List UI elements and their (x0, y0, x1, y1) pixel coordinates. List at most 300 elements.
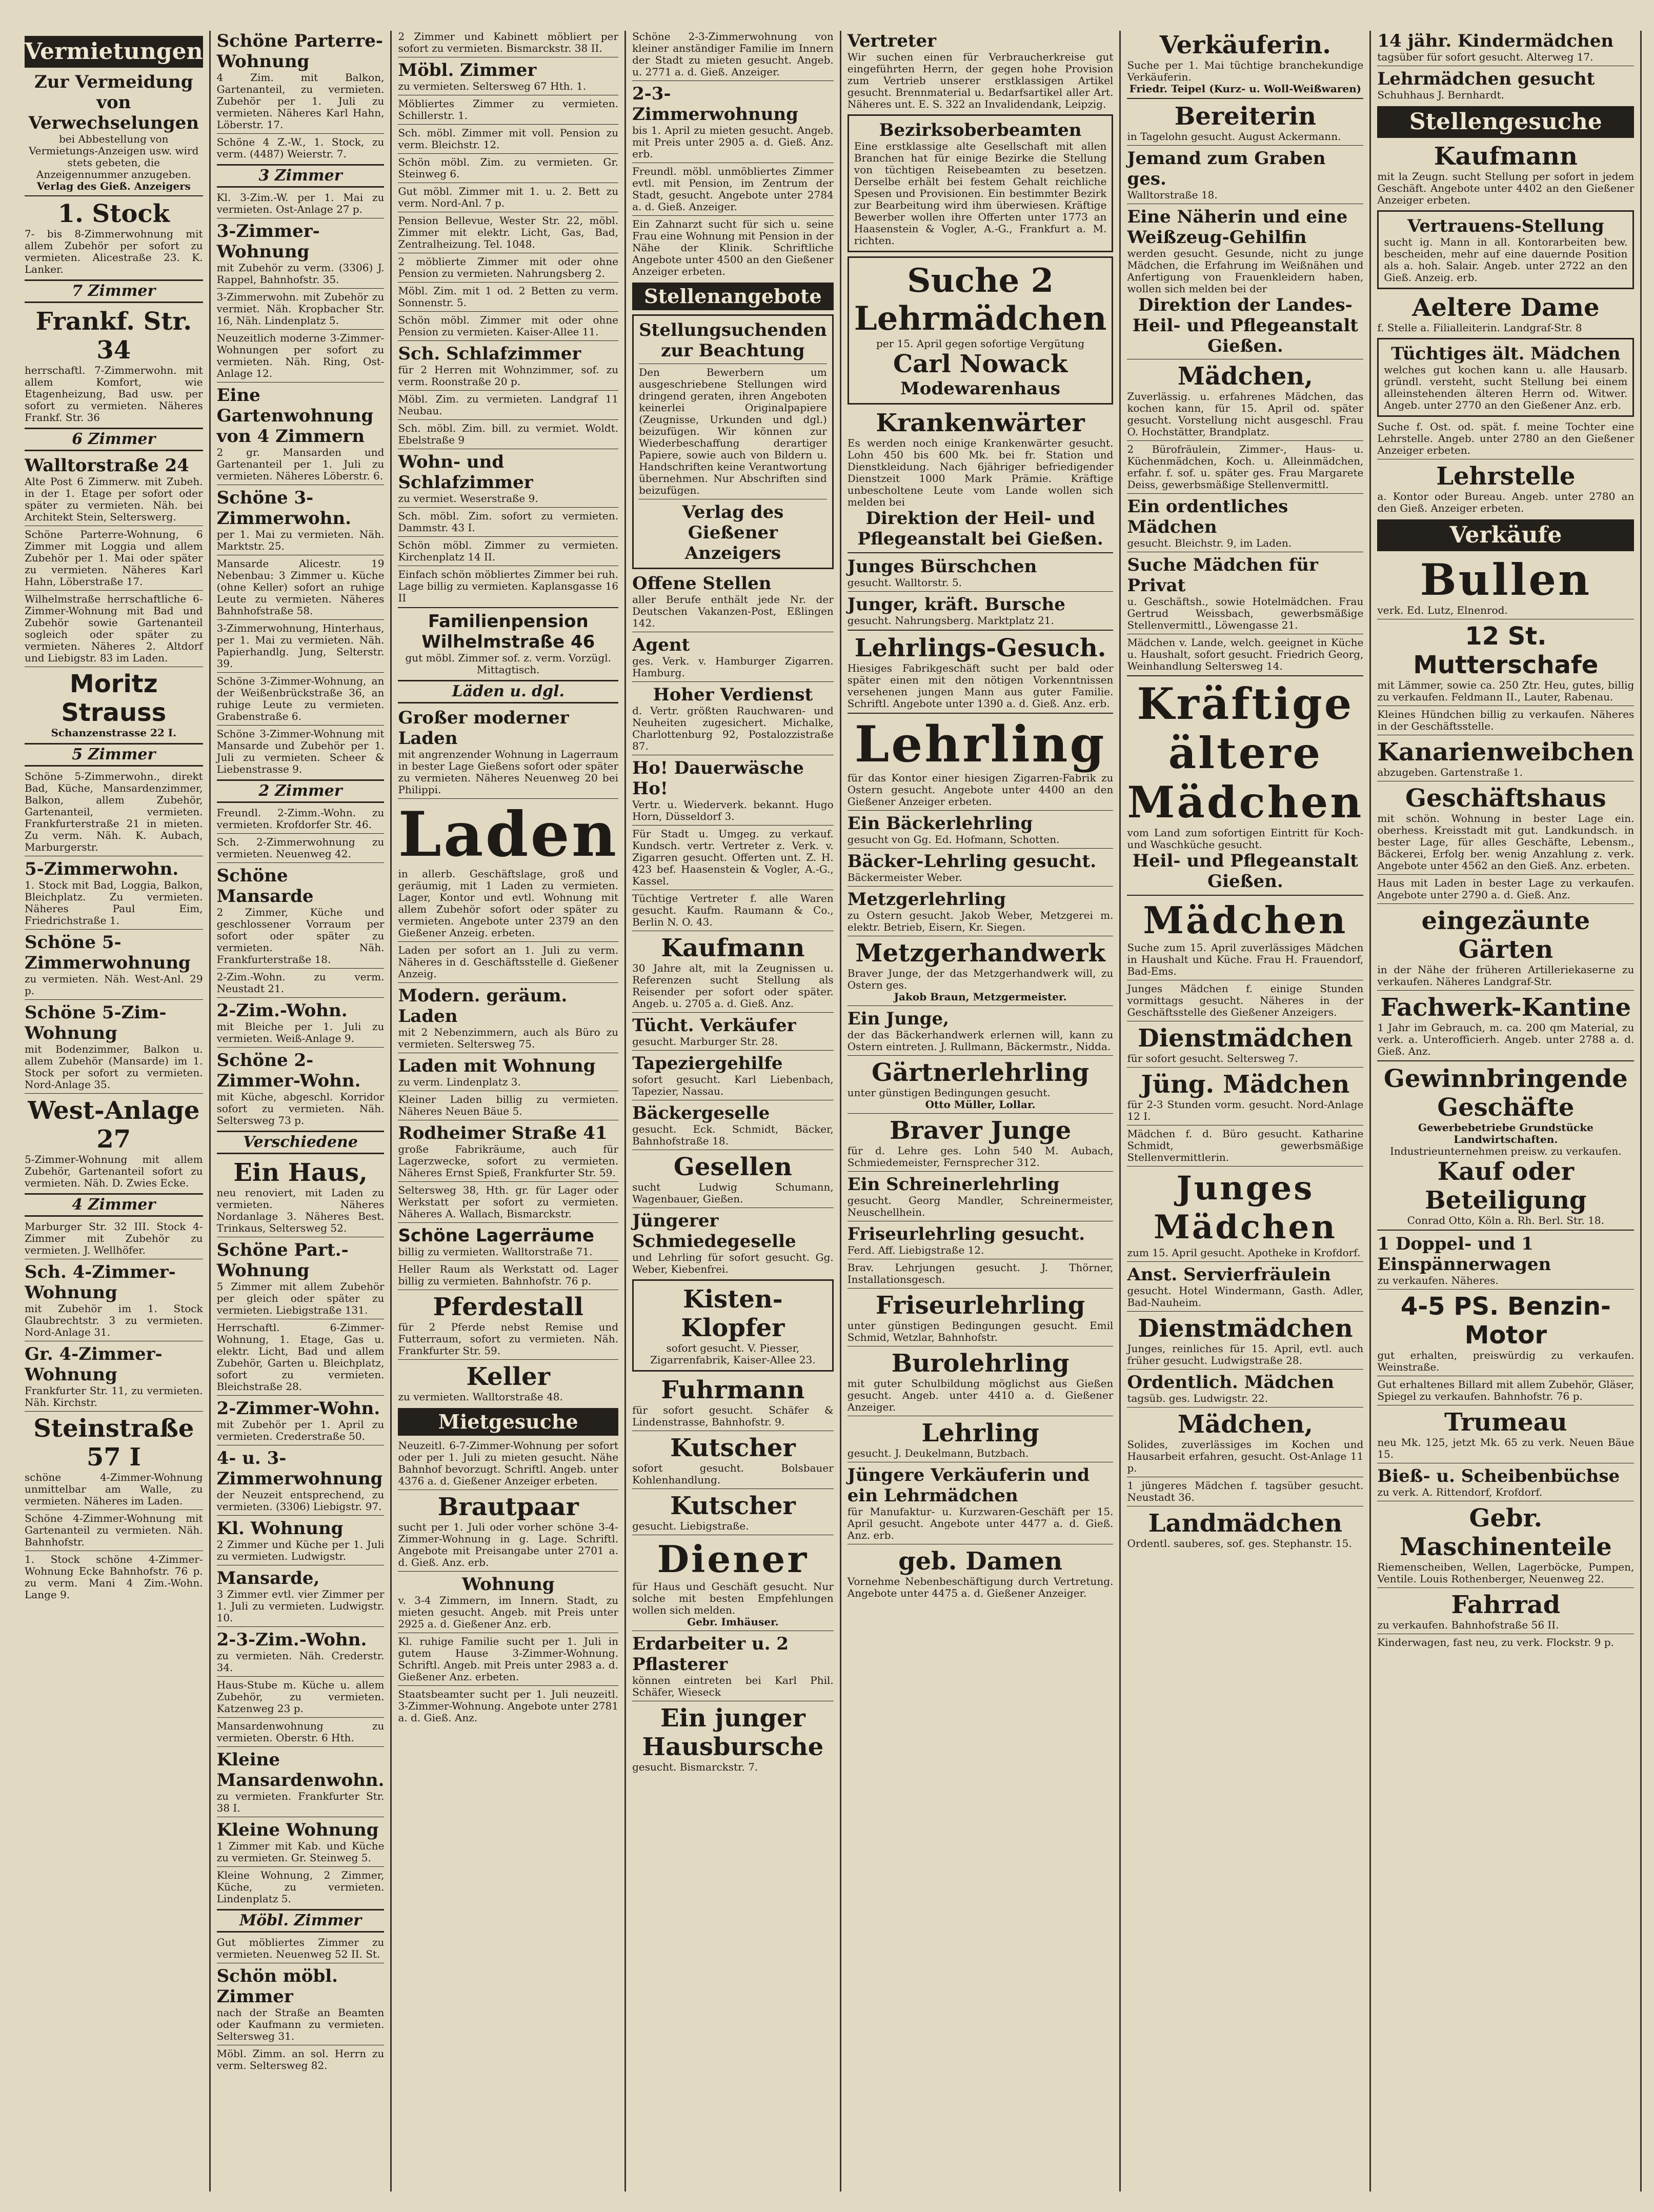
ad-heading: Geschäftshaus (1405, 784, 1606, 813)
ad-text: für Haus und Geschäft gesucht. Nur solche mit besten Empfehlungen wollen sich melden. (632, 1580, 834, 1616)
section-header-verkaufe: Verkäufe (1377, 519, 1634, 551)
ad-heading: Friseurlehrling gesucht. (847, 1224, 1085, 1244)
ad-text: Hiesiges Fabrikgeschäft sucht per bald oder später einen mit den nötigen Vorkenntnissen versehenen jungen Mann aus guter Familie. Schriftl. Angebote unter 1390 a. d. Gieß. Anz. erb. (847, 662, 1114, 710)
ad-text: gut möbl. Zimmer sof. z. verm. Vorzügl. Mittagtisch. (405, 652, 611, 676)
ad-text: Schöne 3-Zimmer-Wohnung, an der Weißenbrückstraße 36, an ruhige Leute zu vermieten. Grabenstraße 6. (216, 675, 385, 722)
ad-heading: Schöne 5-Zimmerwohnung (25, 932, 191, 973)
ad-heading: 2-Zim.-Wohn. (216, 1000, 348, 1021)
ad-text: für 2 Pferde nebst Remise und Futterraum, sofort zu vermieten. Näh. Frankfurter Str. 59. (398, 1321, 619, 1357)
ad-sign: Jakob Braun, Metzgermeister. (894, 991, 1067, 1003)
ad-text: Riemenscheiben, Wellen, Lagerböcke, Pumpen, Ventile. Louis Rothenberger, Neuenweg 22. (1377, 1561, 1635, 1585)
ad-text: schöne 4-Zimmer-Wohnung unmittelbar am Walle, zu vermieten. Näheres im Laden. (25, 1471, 203, 1507)
ad-text: gesucht. J. Deukelmann, Butzbach. (847, 1447, 1029, 1459)
ad-text: Schön möbl. Zim. zu vermieten. Gr. Steinweg 6. (398, 156, 619, 180)
ad-heading: Keller (466, 1362, 550, 1391)
ad-text: sofort gesucht. V. Piesser, Zigarrenfabrik, Kaiser-Allee 23. (650, 1342, 816, 1366)
ad-text: 7- bis 8-Zimmerwohnung mit allem Zubehör per sofort zu vermieten. Alicestraße 23. K. Lanker. (25, 228, 203, 275)
ad-text: gesucht. Bleichstr. 9, im Laden. (1127, 537, 1292, 549)
ad-text: für sofort gesucht. Schäfer & Lindenstrasse, Bahnhofstr. 9. (632, 1404, 834, 1428)
ad-text: gesucht. Liebigstraße. (632, 1520, 749, 1532)
notice-box (632, 314, 834, 569)
ad-heading: Kutscher (670, 1434, 796, 1462)
ad-heading: Ein Junge, (847, 1009, 949, 1029)
ad-text: Für Stadt u. Umgeg. zu verkauf. Kundsch. vertr. Vertreter z. Verk. v. Zigarren gesucht. Offerten unt. Z. H. 423 bef. Haasenstein & Vogler, A.-G., Kassel. (632, 828, 834, 887)
ad-text: 1 Zimmer mit Kab. und Küche zu vermieten. Gr. Steinweg 5. (216, 1840, 385, 1864)
column-5 (841, 31, 1121, 2191)
ad-heading: Bäckergeselle (632, 1103, 770, 1123)
ad-heading: Braver Junge (890, 1116, 1072, 1145)
ad-text: Schöne 3-Zimmer-Wohnung mit Mansarde und Zubehör per 1. Juli zu vermieten. Scheer & Liebenstrasse 9. (216, 728, 385, 775)
ad-heading: Wohnung (461, 1574, 555, 1595)
ad-text: Mansardenwohnung zu vermieten. Oberstr. 6 Hth. (216, 1720, 385, 1744)
ad-text: Gut erhaltenes Billard mit allem Zubehör, Gläser, Spiegel zu verkaufen. Bahnhofstr. 76 p. (1377, 1378, 1635, 1402)
ad-text: mit Bleiche per 1. Juli zu vermieten. Weiß-Anlage 9. (216, 1020, 385, 1044)
ad-text: zu vermieten. Frankfurter Str. 38 I. (216, 1790, 385, 1814)
ad-text: Haus-Stube m. Küche u. allem Zubehör, zu vermieten. Katzenweg 23 p. (216, 1679, 385, 1715)
section-header-mietgesuche: Mietgesuche (398, 1408, 618, 1436)
ad-text: Herrschaftl. 6-Zimmer-Wohnung, 1. Etage, Gas u. elektr. Licht, Bad und allem Zubehör, Garten u. Bleichplatz, sofort zu vermieten. Bleichstraße 28. (216, 1321, 385, 1393)
ad-heading: Jüngere Verkäuferin und ein Lehrmädchen (847, 1465, 1090, 1506)
ad-heading: Krankenwärter (876, 409, 1085, 437)
ad-heading: Fuhrmann (661, 1376, 805, 1404)
ad-text: mit guter Schulbildung möglichst aus Gießen gesucht. Angeb. unter 4410 a. d. Gießener Anzeiger. (847, 1377, 1114, 1413)
ad-heading: 5-Zimmerwohn. (25, 859, 179, 879)
ad-heading: Mädchen, (1177, 1410, 1313, 1439)
ad-text: Kl. ruhige Familie sucht per 1. Juli in gutem Hause 3-Zimmer-Wohnung. Schriftl. Angeb. mit Preis unter 2983 a. d. Gießener Anz. erbeten. (398, 1635, 619, 1683)
ad-box (632, 1279, 834, 1372)
ad-heading: Lehrmädchen gesucht (1377, 69, 1595, 89)
ad-heading: Möbl. Zimmer (398, 60, 537, 81)
ad-text: für 2-3 Stunden vorm. gesucht. Nord-Anlage 12 I. (1127, 1098, 1364, 1122)
ad-heading-lehrling: Lehrling (854, 715, 1106, 773)
ad-text: gut erhalten, preiswürdig zu verkaufen. Weinstraße. (1377, 1349, 1635, 1373)
section-band-laden: Läden u. dgl. (398, 680, 618, 703)
ad-heading: Dienstmädchen (1138, 1314, 1353, 1343)
ad-firm-sub: Modewarenhaus (900, 378, 1061, 399)
ad-text: zu vermiet. Weserstraße 9. (398, 492, 538, 505)
ad-heading: Gewinnbringende Geschäfte (1383, 1064, 1628, 1122)
ad-text: per 15. April gegen sofortige Vergütung (876, 337, 1085, 350)
ad-heading: Gr. 4-Zimmer-Wohnung (25, 1344, 163, 1385)
ad-text: Gut möbl. Zimmer mit 1. u. 2. Bett zu verm. Nord-Anl. 7 p. (398, 185, 619, 209)
ad-heading: Anst. Servierfräulein (1127, 1264, 1331, 1285)
notice-title: Zur Vermeidung von Verwechselungen (28, 72, 199, 133)
ad-text: mit Zubehör per 1. April zu vermieten. Crederstraße 50. (216, 1418, 385, 1442)
section-band-4-zimmer: 4 Zimmer (25, 1193, 203, 1217)
ad-heading: 2-Zimmer-Wohn. (216, 1398, 380, 1419)
ad-box (848, 114, 1114, 252)
ad-text: Heller Raum als Werkstatt od. Lager billig zu vermieten. Bahnhofstr. 76 p. (398, 1263, 619, 1287)
ad-text: Einfach schön möbliertes Zimmer bei ruh. Lage billig zu vermieten. Kaplansgasse 16 II (398, 568, 619, 604)
ad-heading: Pferdestall (433, 1293, 583, 1321)
ad-text: mit angrenzender Wohnung in Lagerraum in bester Lage Gießens sofort oder später zu vermieten. Näheres Neuenweg 20 bei Philippi. (398, 748, 619, 796)
ad-text: herrschaftl. 7-Zimmerwohn. mit allem Komfort, wie Etagenheizung, Bad usw. per sofort zu vermieten. Näheres Frankf. Str. 36 (25, 364, 203, 424)
ad-text: neu Mk. 125, jetzt Mk. 65 zu verk. Neuen Bäue 15. (1377, 1436, 1635, 1460)
ad-text: Junges, reinliches für 15. April, evtl. auch früher gesucht. Ludwigstraße 28. (1127, 1342, 1364, 1366)
ad-heading: Schöne Lagerräume (398, 1225, 594, 1246)
ad-text: Mädchen f. d. Büro gesucht. Katharine Schmidt, gewerbsmäßige Stellenvermittlerin. (1127, 1128, 1364, 1163)
ad-text: d. Vertr. größten Rauchwaren- und Neuheiten zugesichert. Michalke, Charlottenburg 92, Postalozzistraße 87. (632, 705, 834, 752)
section-band-mobl-zimmer: Möbl. Zimmer (217, 1909, 385, 1933)
ad-text: zu verkaufen. Bahnhofstraße 56 II. (1377, 1619, 1559, 1631)
ad-text: gesucht. Eck. Schmidt, Bäcker, Bahnhofstraße 18. (632, 1123, 834, 1147)
ad-text: Den Bewerbern um ausgeschriebene Stellungen wird dringend geraten, ihren Angeboten keinerlei Originalpapiere (Zeugnisse, Urkunden und dgl.) beizufügen. Wir können zur Wiederbeschaffung derartiger Papiere, sowie auch von Bildern u. Handschriften keine Verantwortung übernehmen. Nur Abschriften sind beizufügen. (639, 366, 827, 496)
ad-text: Sch. möbl. Zim. sofort zu vermieten. Dammstr. 43 I. (398, 510, 619, 534)
ad-text: Schöne 5-Zimmerwohn., direkt Bad, Küche, Mansardenzimmer, Balkon, allem Zubehör, Gartenanteil, vermieten. Frankfurterstraße 21 in mieten. Zu verm. Näh. K. Aubach, Marburgerstr. (25, 770, 203, 853)
ad-text: Junges Mädchen f. einige Stunden vormittags gesucht. Näheres in der Geschäftsstelle des Gießener Anzeigers. (1127, 982, 1364, 1018)
ad-heading: Bäcker-Lehrling gesucht. (847, 851, 1097, 872)
ad-text: zu verm. Lindenplatz 3. (398, 1076, 521, 1088)
ad-text: Kinderwagen, fast neu, zu verk. Flockstr. 9 p. (1377, 1636, 1614, 1648)
ad-text: sofort gesucht. Karl Liebenbach, Tapezier, Nassau. (632, 1073, 834, 1097)
ad-text: zu vermieten. Walltorstraße 48. (398, 1391, 563, 1403)
ad-text: unter günstigen Bedingungen gesucht. (847, 1087, 1051, 1099)
ad-text: 5-Zimmer-Wohnung mit allem Zubehör, Gartenanteil sofort zu vermieten. Näh. D. Zwies Ecke. (25, 1153, 203, 1189)
ad-text: in allerb. Geschäftslage, groß und geräumig, mit 1 Laden zu vermieten. Lager, Kontor und evtl. Wohnung mit allem Zubehör sofort oder später zu vermieten. Angebote unter 2379 an den Gießener Anzeig. erbeten. (398, 868, 619, 939)
ad-heading: Schöne Parterre-Wohnung (216, 31, 383, 72)
ad-heading: Metzgerlehrling (847, 889, 1006, 910)
ad-heading: Verkäuferin. (1159, 31, 1331, 59)
ad-heading: Frankf. Str. 34 (35, 307, 192, 365)
ad-heading: Kanarienweibchen (1377, 738, 1635, 767)
ad-text: Gut möbliertes Zimmer zu vermieten. Neuenweg 52 II. St. (216, 1936, 385, 1960)
ad-heading: Jüngerer Schmiedegeselle (632, 1211, 796, 1252)
ad-text: unter günstigen Bedingungen gesucht. Emil Schmid, Wetzlar, Bahnhofstr. (847, 1319, 1114, 1343)
column-3 (392, 31, 626, 2191)
ad-heading: Ho! Dauerwäsche Ho! (632, 758, 804, 799)
ad-text: zu Ostern gesucht. Jakob Weber, Metzgerei m. elektr. Betrieb, Eisern, Kr. Siegen. (847, 909, 1114, 933)
ad-text: Kleines Hündchen billig zu verkaufen. Näheres in der Geschäftsstelle. (1377, 708, 1635, 732)
ad-heading: Diener (657, 1537, 809, 1581)
ad-text: nach der Straße an Beamten oder Kaufmann zu vermieten. Seltersweg 31. (216, 2006, 385, 2042)
ad-heading: Kutscher (670, 1492, 796, 1520)
ad-text: Marburger Str. 32 III. Stock 4-Zimmer mit Zubehör zu vermieten. J. Wellhöfer. (25, 1220, 203, 1256)
ad-heading: Kaufmann (661, 934, 805, 962)
ad-heading: Trumeau (1444, 1408, 1567, 1437)
ad-heading: Stellungsuchenden zur Beachtung (639, 320, 827, 361)
ad-text: 4 Zim. mit Balkon, Gartenanteil, zu vermieten. Zubehör per 1. Juli zu vermieten. Näheres Karl Hahn, Löberstr. 17. (216, 71, 385, 131)
ad-text: neu renoviert, mit Laden zu vermieten. Näheres Nordanlage 3. Näheres Best. Trinkaus, Seltersweg 52. (216, 1187, 385, 1234)
ad-text: und Lehrling für sofort gesucht. Gg. Weber, Kiebenfrei. (632, 1251, 834, 1275)
ad-heading: Tapeziergehilfe (632, 1053, 783, 1074)
ad-text: Schöne 4-Zimmer-Wohnung mit Gartenanteil zu vermieten. Näh. Bahnhofstr. (25, 1512, 203, 1548)
ad-heading: Offene Stellen (632, 573, 772, 594)
section-band-verschiedene: Verschiedene (217, 1131, 385, 1154)
ad-text: sucht Ludwig Schumann, Wagenbauer, Gießen. (632, 1181, 834, 1205)
ad-text: gesucht. Marburger Str. 28. (632, 1035, 778, 1048)
ad-text: u. Geschäftsh., sowie Hotelmädchen. Frau Gertrud Weissbach, gewerbsmäßige Stellenvermittl., Löwengasse 21. (1127, 595, 1364, 631)
ad-heading: Walltorstraße 24 (25, 455, 189, 476)
ad-text: der Neuzeit entsprechend, zu vermieten. (3306) Liebigstr. 97. (216, 1489, 385, 1513)
ad-heading-laden: Laden (398, 798, 619, 871)
ad-heading: 14 jähr. Kindermädchen (1377, 31, 1614, 51)
ad-text: zu vermieten. Seltersweg 67 Hth. 1. (398, 80, 587, 92)
ad-heading: geb. Damen (898, 1547, 1063, 1576)
ad-text: aller Berufe enthält jede Nr. der Deutschen Vakanzen-Post, Eßlingen 142. (632, 593, 834, 629)
ad-text: Mansarde Alicestr. 19 Nebenbau: 3 Zimmer u. Küche (ohne Keller) sofort an ruhige Leute zu vermieten. Näheres Bahnhofstraße 58. (216, 557, 385, 617)
ad-text: Suche zum 15. April zuverlässiges Mädchen in Haushalt und Küche. Frau H. Frauendorf, Bad-Ems. (1127, 941, 1364, 977)
ad-text: Haus mit Laden in bester Lage zu verkaufen. Angebote unter 2790 a. d. Gieß. Anz. (1377, 877, 1635, 901)
ad-text: 1 Jahr im Gebrauch, m. ca. 200 qm Material, zu verk. a. Unterofficierh. Angeb. unter 2788 a. d. Gieß. Anz. (1377, 1021, 1635, 1057)
ad-text: für d. Lehre ges. Lohn 540 M. Aubach, Schmiedemeister, Fernsprecher 312. (847, 1144, 1114, 1169)
ad-heading: Ordentlich. Mädchen (1127, 1372, 1334, 1393)
ad-heading: Schöne 2-Zimmer-Wohn. (216, 1050, 361, 1091)
ad-heading: Lehrling (921, 1419, 1039, 1447)
ad-sign: Direktion der Heil- und Pflegeanstalt bei Gießen. (857, 508, 1103, 549)
ad-heading: Junges Bürschchen (847, 556, 1037, 577)
ad-text: Schöne 2-3-Zimmerwohnung von kleiner anständiger Familie im Innern der Stadt zu mieten gesucht. Angeb. u. 2771 a. d. Gieß. Anzeiger. (632, 30, 834, 78)
ad-text: Ordentl. sauberes, sof. ges. Stephanstr. 15. (1127, 1537, 1352, 1550)
ad-heading: Gebr. Maschinenteile (1399, 1504, 1612, 1561)
ad-sign: Gebr. Imhäuser. (687, 1616, 779, 1628)
ad-heading: Bullen (1420, 554, 1592, 605)
ad-text: mit 2 Nebenzimmern, auch als Büro zu vermieten. Seltersweg 75. (398, 1026, 619, 1050)
ad-text: gesucht. Hotel Windermann, Gasth. Adler, Bad-Nauheim. (1127, 1284, 1364, 1309)
ad-text: 2 Zimmer und Kabinett möbliert per sofort zu vermieten. Bismarckstr. 38 II. (398, 30, 619, 54)
ad-heading: Gesellen (673, 1153, 792, 1181)
ad-text: Freundl. 2-Zimm.-Wohn. zu vermieten. Krofdorfer Str. 46. (216, 807, 385, 831)
ad-heading: Burolehrling (891, 1349, 1070, 1378)
ad-heading: Brautpaar (437, 1493, 579, 1521)
ad-heading: Rodheimer Straße 41 (398, 1123, 608, 1143)
ad-heading: 2-3-Zimmerwohnung (632, 84, 798, 125)
ad-sign: Friedr. Teipel (Kurz- u. Woll-Weißwaren) (1129, 83, 1362, 95)
notice-sign: Verlag des Gieß. Anzeigers (36, 180, 191, 192)
ad-heading: 2-3-Zim.-Wohn. (216, 1630, 367, 1650)
ad-box (1377, 338, 1634, 417)
ad-heading: 3-Zimmer-Wohnung (216, 221, 320, 262)
ad-text: Möbl. Zim. zu vermieten. Landgraf 11 Neubau. (398, 393, 619, 417)
ad-text: Ein Zahnarzt sucht für sich u. seine Frau eine Wohnung mit Pension in der Nähe der Klinik. Schriftliche Angebote unter 4500 an den Gießener Anzeiger erbeten. (632, 218, 834, 277)
ad-heading: Dienstmädchen (1138, 1024, 1353, 1053)
ad-heading: Bieß- u. Scheibenbüchse (1377, 1466, 1620, 1486)
ad-text: sucht per 1. Juli oder vorher schöne 3-4-Zimmer-Wohnung in g. Lage. Schriftl. Angebote mit Preisangabe unter 2701 a. d. Gieß. Anz. erb. (398, 1521, 619, 1568)
ad-text: per 1. Mai zu vermieten. Näh. Marktstr. 25. (216, 528, 385, 552)
ad-text: werden gesucht. Gesunde, nicht zu junge Mädchen, die Erfahrung im Weißnähen und Anfertigung von Frauenkleidern haben, wollen sich melden bei der (1127, 247, 1364, 295)
ad-text: gesucht von Gg. Ed. Hofmann, Schotten. (847, 833, 1060, 846)
ad-text: mit Küche, abgeschl. Korridor sofort zu vermieten. Näh. Seltersweg 73 p. (216, 1091, 385, 1127)
notice-sign: Verlag des Gießener Anzeigers (682, 502, 784, 564)
ad-text: Sch. möbl. Zim. bill. zu vermiet. Woldt. Ebelstraße 9 (398, 422, 619, 446)
ad-text: sucht ig. Mann in all. Kontorarbeiten bew. bescheiden, mehr auf eine dauernde Position als a. hoh. Salair. Angeb. unter 2722 an den Gieß. Anzeig. erb. (1384, 236, 1628, 284)
ad-text: mit Zubehör zu verm. (3306) J. Rappel, Bahnhofstr. 35. (216, 262, 385, 286)
ad-heading: Suche Mädchen für Privat (1127, 555, 1318, 596)
ad-text: Schöne 4 Z.-W., 1. Stock, zu verm. (4487) Weierstr. 7. (216, 136, 385, 160)
ad-text: große Fabrikräume, auch für Lagerzwecke, sofort zu vermieten. Näheres Ernst Spieß, Frankfurter Str. 59. (398, 1143, 619, 1179)
ad-text: 2 Bürofräulein, Zimmer-, Haus- u. Küchenmädchen, Koch. u. Alleinmädchen, erfahr. f. sof. u. später ges. Frau Margarete Deiss, gewerbsmäßige Stellenvermittl. (1127, 443, 1364, 491)
ad-heading: Kauf oder Beteiligung (1425, 1157, 1587, 1215)
ad-heading: Kräftige ältere Mädchen (1127, 678, 1364, 828)
ad-heading: Hoher Verdienst (653, 685, 813, 705)
ad-heading: Junges Mädchen (1153, 1169, 1337, 1246)
ad-sign: Direktion der Landes-Heil- und Pflegeanstalt Gießen. (1132, 295, 1358, 356)
ad-text: 2 gr. Mansarden und Gartenanteil per 1. Juli zu vermieten. Näheres Löberstr. 6. (216, 446, 385, 482)
ad-heading: Laden mit Wohnung (398, 1056, 596, 1076)
ad-text: Gewerbebetriebe Grundstücke Landwirtschaften. (1418, 1121, 1594, 1145)
section-band-6-zimmer: 6 Zimmer (25, 428, 203, 451)
ad-firm: Carl Nowack (893, 350, 1068, 378)
ad-heading: 12 St. Mutterschafe (1413, 622, 1599, 679)
ad-text: Sch. 2-Zimmerwohnung zu vermieten. Neuenweg 42. (216, 836, 385, 860)
ad-heading: 4-5 PS. Benzin-Motor (1400, 1292, 1611, 1350)
ad-text: sofort gesucht. Bolsbauer Kohlenhandlung. (632, 1462, 834, 1486)
ad-text: Vornehme Nebenbeschäftigung durch Vertretung. Angebote unter 4475 a. d. Gießener Anzeiger. (847, 1575, 1114, 1599)
ad-text: Kleine Wohnung, 2 Zimmer, Küche, zu vermieten. Lindenplatz 5. (216, 1869, 385, 1905)
ad-box (1377, 210, 1634, 289)
ad-text: welches gut kochen kann u. alle Hausarb. gründl. versteht, sucht Stellung bei einem alleinstehenden älteren Herrn od. Witwer. Angeb. unter 2770 an den Gießener Anz. erb. (1384, 364, 1628, 411)
ad-text: abzugeben. Gartenstraße 1. (1377, 766, 1523, 778)
ad-text: für 2 Herren mit Wohnzimmer, sof. zu verm. Roonstraße 20 p. (398, 364, 619, 388)
ad-heading: Ein Bäckerlehrling (847, 813, 1033, 834)
ad-heading: Gärtnerlehrling (872, 1058, 1090, 1087)
ad-text: 2 möblierte Zimmer mit oder ohne Pension zu vermieten. Nahrungsberg 2. (398, 255, 619, 279)
ad-heading: Ein Schreinerlehrling (847, 1174, 1060, 1195)
ad-heading: Friseurlehrling (875, 1291, 1085, 1320)
ad-text: Neuzeitl. 6-7-Zimmer-Wohnung per sofort oder per 1. Juli zu mieten gesucht. Nähe Bahnhof bevorzugt. Schriftl. Angeb. unter 4376 a. d. Gießener Anzeiger erbeten. (398, 1439, 619, 1487)
ad-heading: Junger, kräft. Bursche (847, 594, 1065, 615)
ad-text: vom Land zum sofortigen Eintritt für Koch- und Waschküche gesucht. (1127, 827, 1364, 851)
ad-text: Schön möbl. Zimmer zu vermieten. Kirchenplatz 14 II. (398, 539, 619, 563)
ad-text: mit la Zeugn. sucht Stellung per sofort in jedem Geschäft. Angebote unter 4402 an den Gießener Anzeiger erbeten. (1377, 170, 1635, 206)
ad-text: 30 Jahre alt, mit la Zeugnissen u. Referenzen sucht Stellung als Reisender per sofort oder später. Angeb. u. 2705 a. d. Gieß. Anz. (632, 962, 834, 1010)
ad-heading: Schöne Mansarde (216, 866, 314, 907)
ad-text: 1. Stock schöne 4-Zimmer-Wohnung Ecke Bahnhofstr. 76 p. zu verm. Mani 4 Zim.-Wohn. Lange 9. (25, 1553, 203, 1601)
ad-text: Bäckermeister Weber. (847, 871, 962, 883)
ad-text: gesucht. Bismarckstr. 7. (632, 1761, 758, 1773)
ad-text: zu verk. A. Rittendorf, Krofdorf. (1377, 1486, 1543, 1498)
ad-text: Möbl. Zim. mit 1 od. 2 Betten zu verm. Sonnenstr. 5. (398, 285, 619, 309)
section-header-stellenangebote: Stellenangebote (632, 283, 834, 310)
ad-text: Tüchtige Vertreter f. alle Waren gesucht. Kaufm. Raumann & Co., Berlin N. O. 43. (632, 892, 834, 928)
ad-heading: Aeltere Dame (1412, 293, 1600, 322)
column-4 (626, 31, 841, 2191)
ad-text: 3-Zimmerwohnung, Hinterhaus, per 1. Mai zu vermieten. Näh. Papierhandlg. Jung, Selterstr. 39. (216, 622, 385, 670)
ad-text: 2 Zimmer und Küche per 1. Juli zu vermieten. Ludwigstr. (216, 1538, 385, 1562)
ad-text: Freundl. möbl. unmöbliertes Zimmer evtl. mit Pension, im Zentrum der Stadt, gesucht. Angebote unter 2784 a. d. Gieß. Anzeiger. (632, 165, 834, 213)
ad-text: Zuverlässig. u. erfahrenes Mädchen, das kochen kann, für 15. April od. später gesucht. Vorstellung nicht ausgeschl. Frau O. Hochstätter, Brandplatz. (1127, 390, 1364, 438)
ad-heading: Großer moderner Laden (398, 708, 569, 749)
ad-heading: Schöne 3-Zimmerwohn. (216, 488, 352, 529)
ad-text: Suche per 1. Mai tüchtige branchekundige Verkäuferin. (1127, 59, 1364, 83)
ad-text: Conrad Otto, Köln a. Rh. Berl. Str. 18. (1407, 1214, 1604, 1226)
ad-text: Schuhhaus J. Bernhardt. (1377, 89, 1504, 101)
ad-text: 1 jüngeres Mädchen f. tagsüber gesucht. Neustadt 36. (1127, 1479, 1364, 1503)
section-band-5-zimmer: 5 Zimmer (25, 743, 203, 767)
ad-text: 5 Zimmer mit allem Zubehör per gleich oder später zu vermieten. Liebigstraße 131. (216, 1280, 385, 1316)
ad-text: Schön möbl. Zimmer mit oder ohne Pension zu vermieten. Kaiser-Allee 11. (398, 314, 619, 338)
ad-text: mit Lämmer, sowie ca. 250 Ztr. Heu, gutes, billig zu verkaufen. Feldmann II., Lauter, Rabenau. (1377, 679, 1635, 703)
ad-heading: Agent (632, 635, 690, 655)
ad-heading: Tücht. Verkäufer (632, 1015, 796, 1036)
ad-text: in der Nähe der früheren Artilleriekaserne zu verkaufen. Näheres Landgraf-Str. (1377, 963, 1635, 988)
ad-text: Wilhelmstraße herrschaftliche 6-Zimmer-Wohnung mit Bad und Zubehör sowie Gartenanteil sogleich oder später zu vermieten. Näheres 2. Altdorf und Liebigstr. 83 im Laden. (25, 593, 203, 664)
section-header-vermietungen: Vermietungen (25, 36, 203, 68)
ad-heading: Schöne 5-Zim-Wohnung (25, 1002, 167, 1043)
ad-heading: Moritz Strauss (61, 670, 167, 727)
ad-text: 3 Zimmer evtl. vier Zimmer per 1. Juli zu vermieten. Ludwigstr. 10. (216, 1588, 385, 1624)
ad-heading: Ein Haus, (233, 1158, 368, 1187)
ad-text: für das Kontor einer hiesigen Zigarren-Fabrik zu Ostern gesucht. Angebote unter 4400 an den Gießener Anzeiger erbeten. (847, 772, 1114, 808)
ad-text: zu verkaufen. Näheres. (1377, 1274, 1499, 1286)
ad-heading: 1 Doppel- und 1 Einspännerwagen (1377, 1234, 1551, 1275)
ad-sign: Heil- und Pflegeanstalt Gießen. (1132, 851, 1358, 892)
ad-heading: Mansarde, (216, 1568, 320, 1588)
ad-heading: Ein ordentliches Mädchen (1127, 496, 1288, 537)
ad-text: Seltersweg 38, Hth. gr. für Lager oder Werkstatt per sofort zu vermieten. Näheres A. Wallach, Bismarckstr. (398, 1184, 619, 1220)
ad-text: Kl. 3-Zim.-W. per 1. Mai zu vermieten. Ost-Anlage 27 p. (216, 191, 385, 215)
ad-text: in Tagelohn gesucht. August Ackermann. (1127, 130, 1341, 143)
ad-text: 2-Zim.-Wohn. zu verm. Neustadt 21. (216, 971, 385, 995)
ad-heading: Jemand zum Graben ges. (1127, 148, 1326, 189)
column-1 (18, 31, 211, 2191)
ad-text: 2 Zimmer, Küche und geschlossener Vorraum per sofort oder später zu vermieten. Näh. Frankfurterstraße 18. (216, 906, 385, 966)
ad-heading: Eine Näherin und eine Weißzeug-Gehilfin (1127, 207, 1348, 248)
ad-text: Mädchen v. Lande, welch. geeignet in Küche u. Haushalt, sofort gesucht. Friedrich Georg, Weinhandlung Seltersweg 14. (1127, 636, 1364, 672)
ad-text: Solides, zuverlässiges im Kochen und Hausarbeit erfahren, gesucht. Ost-Anlage 11 p. (1127, 1438, 1364, 1474)
ad-heading: Modern. geräum. Laden (398, 986, 568, 1027)
ad-text: ges. Verk. v. Hamburger Zigarren. Hamburg. (632, 655, 834, 679)
ad-text: für sofort gesucht. Seltersweg 7. (1127, 1052, 1298, 1064)
ad-heading: Familienpension Wilhelmstraße 46 (421, 611, 595, 652)
ad-heading: Kaufmann (1434, 142, 1578, 171)
ad-heading: Mädchen, (1177, 362, 1313, 391)
ad-box (848, 256, 1114, 405)
ad-heading: Kleine Mansardenwohn. (216, 1750, 385, 1791)
ad-heading: Vertreter (847, 31, 937, 51)
ad-heading: Metzgerhandwerk (855, 939, 1105, 968)
ad-heading: Fachwerk-Kantine (1380, 993, 1631, 1022)
ad-text: mit Zubehör im 1. Stock Glaubrechtstr. 3 zu vermieten. Nord-Anlage 31. (25, 1302, 203, 1338)
section-header-stellengesuche: Stellengesuche (1377, 106, 1634, 138)
ad-text: Staatsbeamter sucht per 1. Juli neuzeitl. 3-Zimmer-Wohnung. Angebote unter 2781 a. d. Gieß. Anz. (398, 1688, 619, 1724)
ad-text: mit Bodenzimmer, Balkon u. allem Zubehör (Mansarde) im 1. Stock per sofort zu vermieten. Nord-Anlage 35. (25, 1043, 203, 1091)
ad-heading: Vertrauens-Stellung (1407, 216, 1604, 236)
ad-text: billig zu vermieten. Walltorstraße 71. (398, 1245, 593, 1258)
ad-text: zum 15. April gesucht. Apotheke in Krofdorf. (1127, 1246, 1361, 1259)
ad-heading: Suche 2 Lehrmädchen (854, 262, 1107, 338)
ad-text: a. Kontor oder Bureau. Angeb. unter 2780 an den Gieß. Anzeiger erbeten. (1377, 490, 1635, 514)
ad-heading: Jüng. Mädchen (1141, 1070, 1350, 1099)
ad-text: Möbliertes Zimmer zu vermieten. Schillerstr. 1. (398, 97, 619, 122)
ad-heading: Ein junger Hausbursche (642, 1704, 824, 1761)
section-band-7-zimmer: 7 Zimmer (25, 279, 203, 303)
ad-heading: Kisten-Klopfer (681, 1285, 785, 1342)
ad-heading: eingezäunte Gärten (1421, 907, 1590, 964)
ad-text: Walltorstraße 18. (1127, 189, 1218, 201)
ad-heading: Fahrrad (1451, 1591, 1561, 1619)
column-2 (211, 31, 392, 2191)
ad-text: Wir suchen einen für Verbraucherkreise gut eingeführten Herrn, der gegen hohe Provision zum Vertrieb unserer erstklassigen Artikel gesucht. Brennmaterial u. Bedarfsartikel aller Art. Näheres unt. E. S. 322 an Invalidendank, Leipzig. (847, 51, 1114, 110)
ad-heading: Eine Gartenwohnung von 4 Zimmern (216, 385, 374, 447)
ad-heading: Schöne Part.-Wohnung (216, 1240, 349, 1281)
ad-heading: West-Anlage 27 (28, 1096, 200, 1154)
column-7 (1371, 31, 1642, 2191)
ad-text: zu vermieten. Näh. Crederstr. 34. (216, 1650, 385, 1674)
ad-text: zu vermieten. Näh. West-Anl. 29 p. (25, 973, 203, 997)
ad-heading: Landmädchen (1148, 1509, 1343, 1538)
ad-heading: Sch. Schlafzimmer (398, 344, 581, 364)
ad-text: Sch. möbl. Zimmer mit voll. Pension zu verm. Bleichstr. 12. (398, 127, 619, 151)
ad-text: Laden per sofort an 1. Juli zu verm. Näheres in d. Geschäftsstelle d. Gießener Anzeig. (398, 944, 619, 980)
ad-heading: Bezirksoberbeamten (879, 120, 1082, 140)
ad-text: der das Bäckerhandwerk erlernen will, kann zu Ostern eintreten. J. Rullmann, Bäckermstr., Nidda. (847, 1029, 1114, 1053)
section-band-3-zimmer: 3 Zimmer (217, 164, 385, 188)
ad-text: Suche f. Ost. od. spät. f. meine Tochter eine Lehrstelle. Angeb. unter 2780 an den Gießener Anzeiger erbeten. (1377, 420, 1635, 456)
ad-heading: Kleine Wohnung (216, 1820, 379, 1840)
ad-heading: Steinstraße 57 I (33, 1414, 194, 1472)
ad-heading: Sch. 4-Zimmer-Wohnung (25, 1262, 176, 1303)
ad-heading: Lehrstelle (1436, 462, 1576, 491)
